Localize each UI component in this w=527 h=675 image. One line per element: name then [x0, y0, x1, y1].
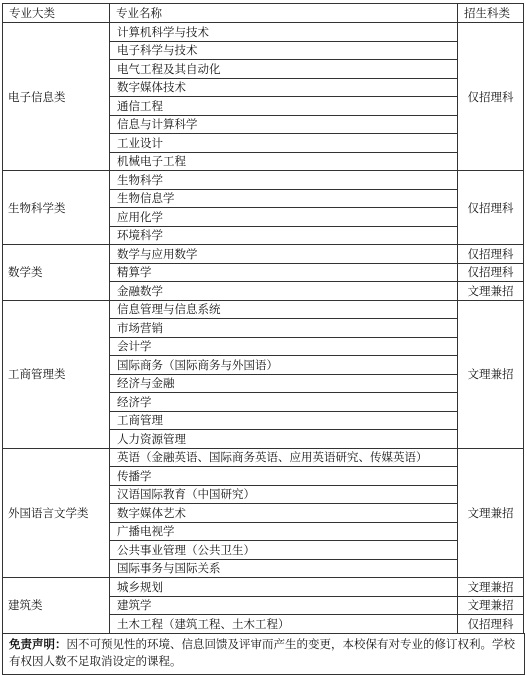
table-row — [3, 300, 524, 319]
major-cell: 工业设计 — [110, 134, 458, 153]
major-cell: 应用化学 — [110, 208, 458, 227]
major-cell: 信息与计算科学 — [110, 115, 458, 134]
admission-cell: 文理兼招 — [458, 578, 524, 597]
major-cell: 数字媒体技术 — [110, 78, 458, 97]
major-cell: 生物科学 — [110, 171, 458, 190]
major-cell: 人力资源管理 — [110, 430, 458, 449]
category-cell: 电子信息类 — [3, 23, 110, 171]
table-row — [3, 245, 524, 264]
table-row — [3, 448, 524, 467]
disclaimer-label: 免责声明： — [9, 637, 67, 651]
category-cell: 生物科学类 — [3, 171, 110, 245]
major-cell: 经济学 — [110, 393, 458, 412]
major-cell: 电子科学与技术 — [110, 41, 458, 60]
major-cell: 精算学 — [110, 263, 458, 282]
major-cell: 传播学 — [110, 467, 458, 486]
category-cell: 外国语言文学类 — [3, 448, 110, 578]
disclaimer-text: 因不可预见性的环境、信息回馈及评审而产生的变更，本校保有对专业的修订权利。学校有权因人数不足取消设定的课程。 — [9, 637, 515, 668]
major-cell: 国际事务与国际关系 — [110, 559, 458, 578]
admission-cell: 仅招理科 — [458, 245, 524, 264]
majors-table — [2, 3, 524, 634]
major-cell: 计算机科学与技术 — [110, 23, 458, 42]
major-cell: 数字媒体艺术 — [110, 504, 458, 523]
major-cell: 信息管理与信息系统 — [110, 300, 458, 319]
major-cell: 广播电视学 — [110, 522, 458, 541]
category-cell: 工商管理类 — [3, 300, 110, 448]
major-cell: 建筑学 — [110, 596, 458, 615]
major-cell: 电气工程及其自动化 — [110, 60, 458, 79]
table-row — [3, 171, 524, 190]
admission-cell: 仅招理科 — [458, 171, 524, 245]
category-cell: 数学类 — [3, 245, 110, 301]
major-cell: 英语（金融英语、国际商务英语、应用英语研究、传媒英语） — [110, 448, 458, 467]
major-cell: 经济与金融 — [110, 374, 458, 393]
admission-cell: 文理兼招 — [458, 448, 524, 578]
major-cell: 市场营销 — [110, 319, 458, 338]
major-cell: 会计学 — [110, 337, 458, 356]
admission-cell: 仅招理科 — [458, 23, 524, 171]
category-header: 专业大类 — [3, 4, 110, 23]
major-cell: 土木工程（建筑工程、土木工程） — [110, 615, 458, 634]
major-cell: 金融数学 — [110, 282, 458, 301]
major-cell: 汉语国际教育（中国研究） — [110, 485, 458, 504]
admission-cell: 仅招理科 — [458, 615, 524, 634]
admission-cell: 文理兼招 — [458, 596, 524, 615]
major-cell: 环境科学 — [110, 226, 458, 245]
major-cell: 工商管理 — [110, 411, 458, 430]
header-row — [3, 4, 524, 23]
major-header: 专业名称 — [110, 4, 458, 23]
major-cell: 城乡规划 — [110, 578, 458, 597]
major-cell: 机械电子工程 — [110, 152, 458, 171]
major-cell: 生物信息学 — [110, 189, 458, 208]
table-row — [3, 23, 524, 42]
table-body — [3, 23, 524, 634]
major-cell: 公共事业管理（公共卫生） — [110, 541, 458, 560]
major-cell: 数学与应用数学 — [110, 245, 458, 264]
admission-cell: 文理兼招 — [458, 300, 524, 448]
major-cell: 国际商务（国际商务与外国语） — [110, 356, 458, 375]
admission-cell: 仅招理科 — [458, 263, 524, 282]
major-cell: 通信工程 — [110, 97, 458, 116]
admission-header: 招生科类 — [458, 4, 524, 23]
table-row — [3, 578, 524, 597]
category-cell: 建筑类 — [3, 578, 110, 634]
admission-cell: 文理兼招 — [458, 282, 524, 301]
disclaimer — [2, 633, 525, 675]
